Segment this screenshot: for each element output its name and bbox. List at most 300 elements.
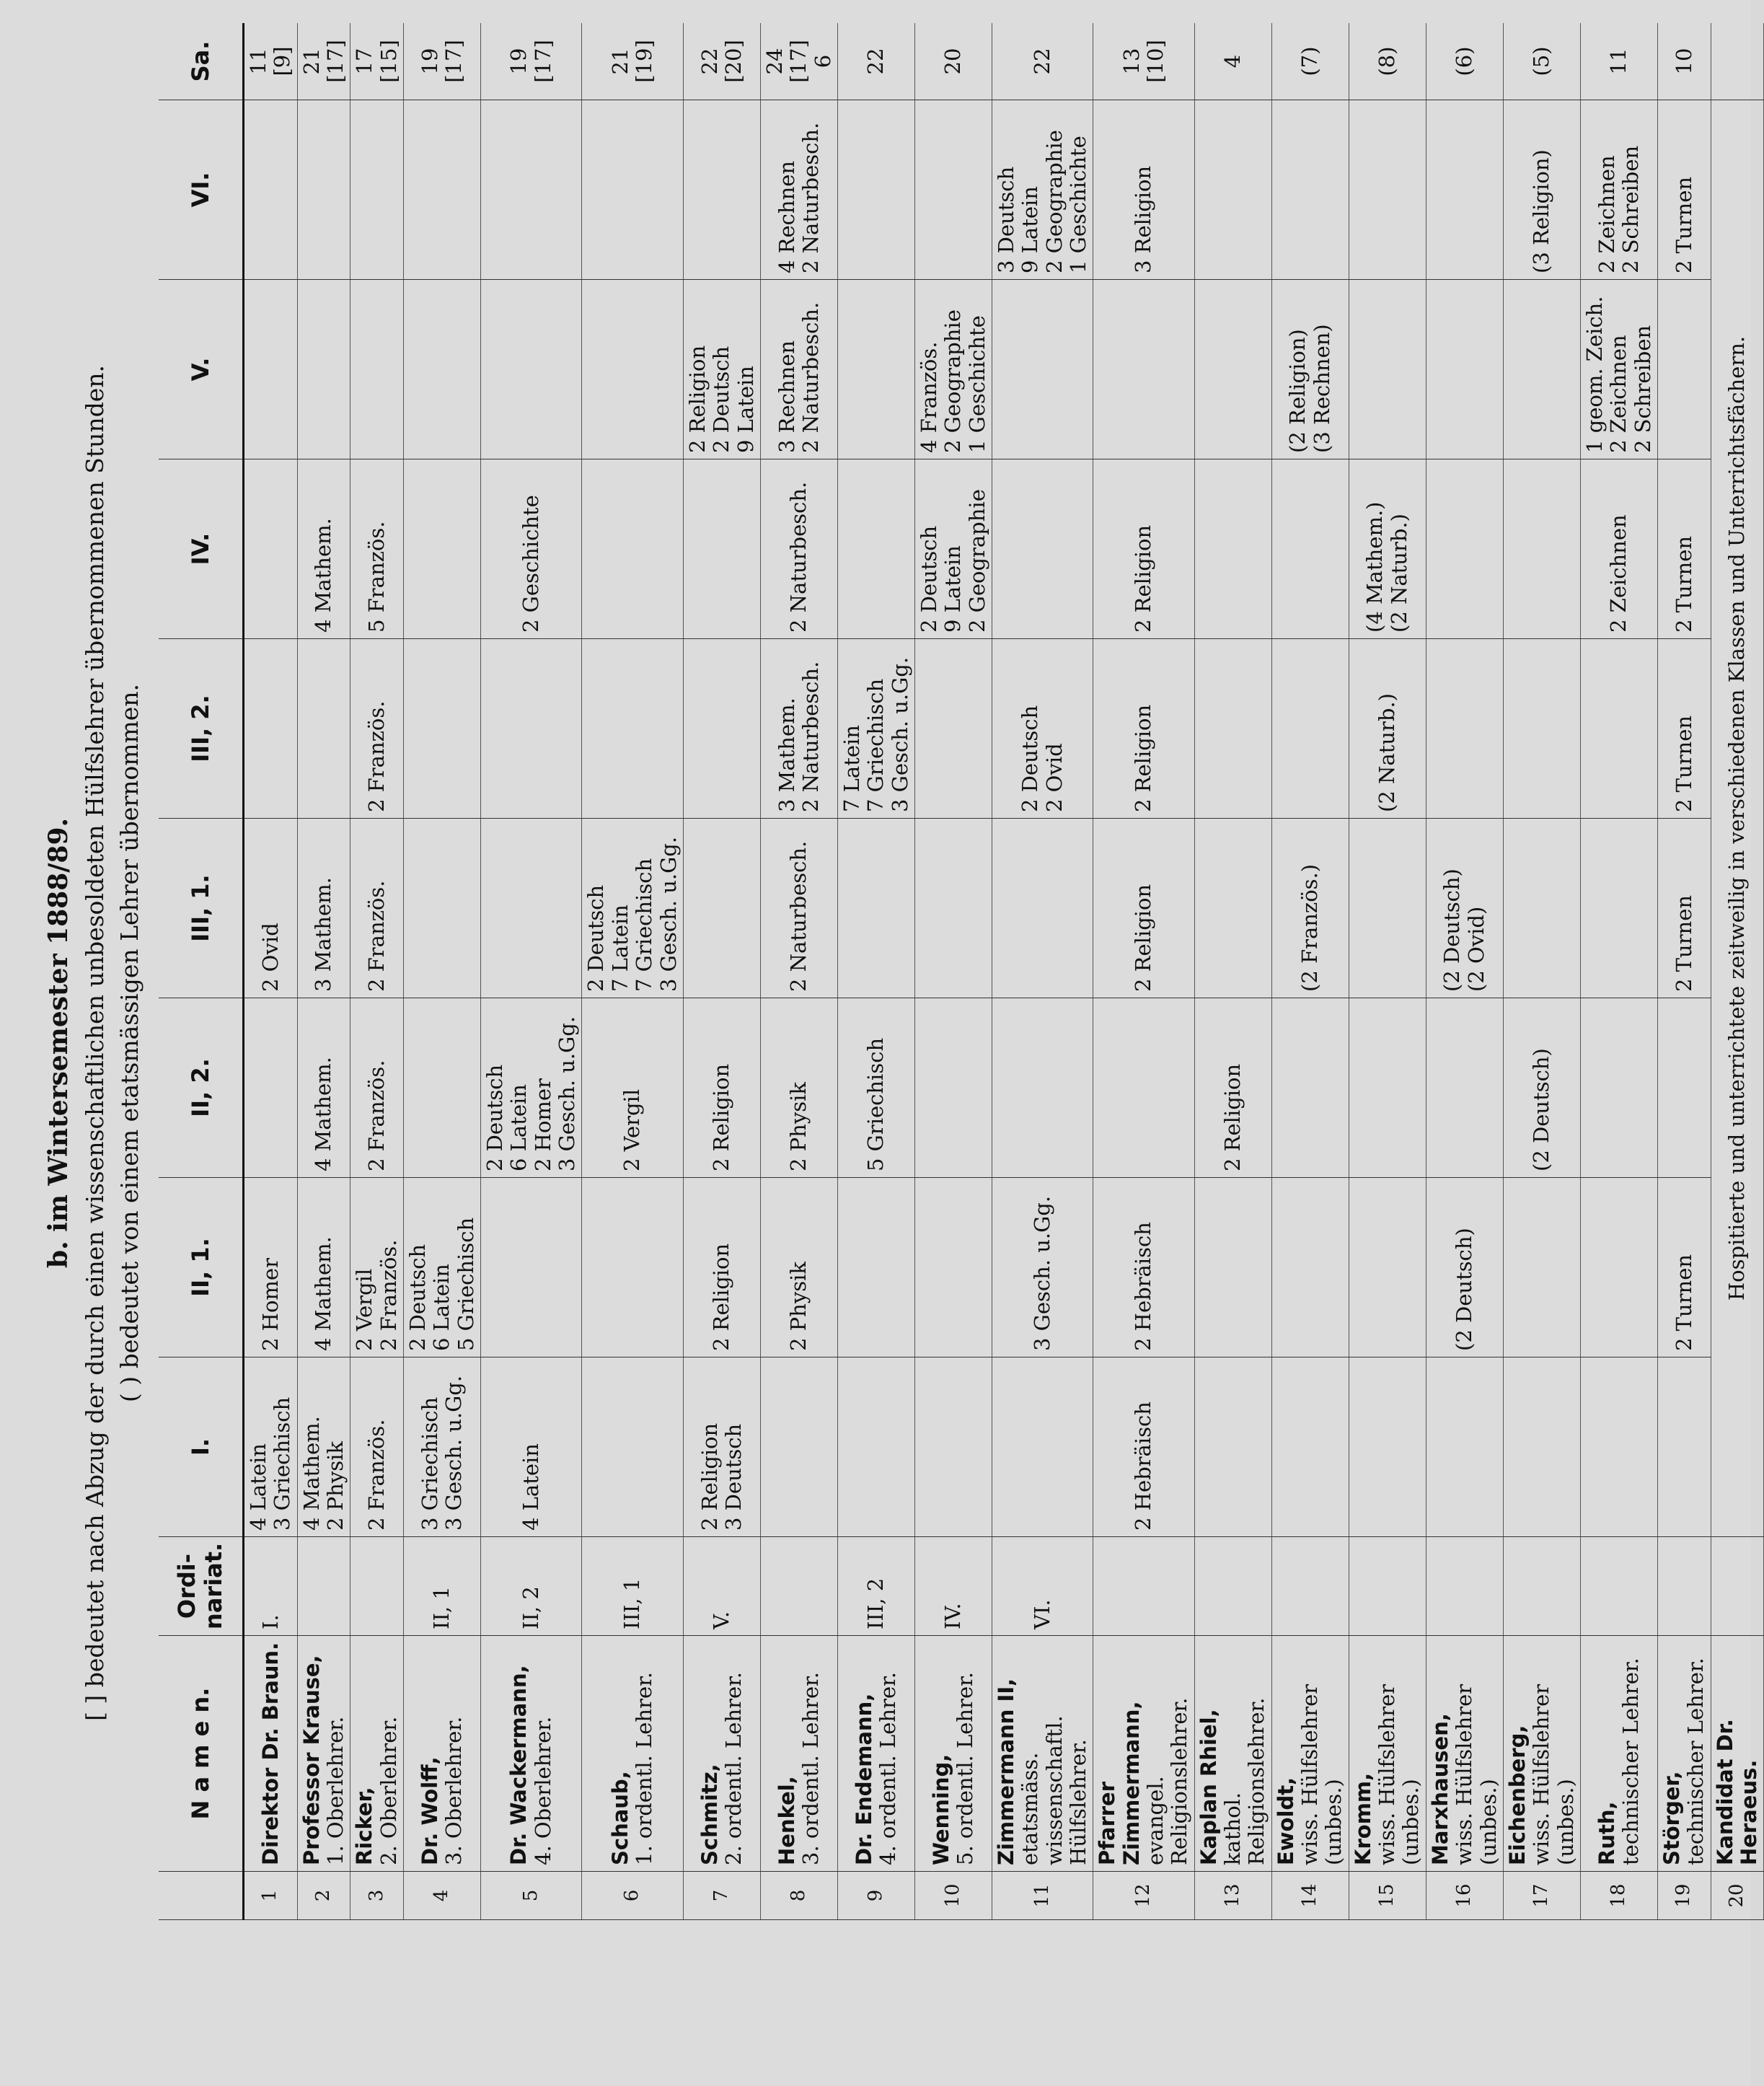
sum-cell — [481, 23, 582, 100]
teacher-name-cell — [837, 1636, 914, 1872]
subject-cell-III2 — [760, 639, 837, 819]
ordinariat-cell — [1093, 1537, 1194, 1636]
subject-cell-IV — [837, 459, 914, 639]
teacher-name-cell — [1657, 1636, 1711, 1872]
teacher-name: Dr. Endemann, — [851, 1693, 876, 1865]
subject-cell-III2 — [1194, 639, 1271, 819]
teacher-name: Marxhausen, — [1427, 1713, 1452, 1865]
sum-value: 21 — [299, 48, 324, 75]
subject-entry: 2 Religion — [684, 345, 710, 453]
sum-value: 13 — [1119, 48, 1144, 75]
sum-cell — [350, 23, 404, 100]
subject-entry: 2 Religion — [1131, 524, 1156, 633]
teacher-name-cell — [404, 1636, 481, 1872]
subject-cell-V — [244, 280, 298, 459]
subject-cell-V — [760, 280, 837, 459]
subject-cell-VI — [481, 100, 582, 280]
teacher-rank: 3. ordentl. Lehrer. — [798, 1672, 823, 1865]
subject-entry: 2 Homer — [257, 1258, 283, 1351]
ordinariat-cell — [297, 1537, 350, 1636]
sum-value: 11 — [246, 48, 270, 75]
subject-cell-IV — [1426, 459, 1503, 639]
teacher-name-cell — [1503, 1636, 1580, 1872]
teacher-name-cell — [683, 1636, 760, 1872]
subject-cell-II1 — [1194, 1178, 1271, 1357]
sum-cell — [1711, 23, 1764, 100]
subject-cell-I — [404, 1357, 481, 1537]
sum-value: 22 — [863, 48, 888, 75]
sum-cell — [760, 23, 837, 100]
ordinariat-cell — [1349, 1537, 1426, 1636]
teacher-rank: wiss. Hülfslehrer (unbes.) — [1452, 1684, 1501, 1865]
teacher-name: Kandidat Dr. Heraeus. — [1712, 1719, 1761, 1865]
subject-cell-II2 — [914, 998, 992, 1178]
teacher-rank: wiss. Hülfslehrer (unbes.) — [1529, 1684, 1578, 1865]
teacher-name-cell — [914, 1636, 992, 1872]
subject-cell-V — [1426, 280, 1503, 459]
ordinariat-cell — [350, 1537, 404, 1636]
sum-value: [19] — [632, 40, 657, 83]
subject-entry: 3 Gesch. u.Gg. — [1029, 1195, 1054, 1351]
teacher-name-cell — [760, 1636, 837, 1872]
subject-cell-II1 — [992, 1178, 1093, 1357]
table-row — [683, 23, 760, 1920]
sum-cell — [582, 23, 683, 100]
subject-cell-I — [1503, 1357, 1580, 1537]
sum-value: 11 — [1606, 48, 1631, 75]
teacher-name-cell — [1711, 1636, 1764, 1872]
subject-entry: 2 Zeichnen — [1606, 514, 1631, 633]
subject-cell-III2 — [244, 639, 298, 819]
note-parentheses: ( ) bedeutet von einem etatsmässigen Lehrer übernommen. — [115, 683, 144, 1403]
subject-entry: 3 Deutsch — [993, 166, 1018, 273]
teacher-schedule-table — [159, 23, 1764, 1920]
subject-cell-IV — [1503, 459, 1580, 639]
row-number: 17 — [1503, 1872, 1580, 1920]
subject-cell-II2 — [992, 998, 1093, 1178]
subject-entry: (2 Französ.) — [1297, 863, 1323, 992]
subject-cell-III1 — [1349, 819, 1426, 998]
subject-cell-III2 — [1271, 639, 1349, 819]
subject-cell-III2 — [1657, 639, 1711, 819]
subject-cell-II2 — [1349, 998, 1426, 1178]
subject-entry: 3 Griechisch — [417, 1396, 442, 1531]
subject-cell-II1 — [582, 1178, 683, 1357]
subject-entry: 2 Deutsch — [583, 884, 609, 992]
subject-cell-III2 — [1580, 639, 1657, 819]
subject-cell-IV — [1580, 459, 1657, 639]
subject-entry: 9 Latein — [1018, 186, 1043, 273]
subject-cell-V — [837, 280, 914, 459]
subject-entry: (3 Rechnen) — [1309, 324, 1334, 453]
subject-cell-III2 — [1093, 639, 1194, 819]
sum-value: (5) — [1529, 46, 1554, 76]
subject-entry: 4 Mathem. — [311, 1236, 336, 1351]
page-title: b. im Wintersemester 1888/89. — [43, 817, 74, 1269]
ordinariat-cell — [1657, 1537, 1711, 1636]
subject-entry: 3 Gesch. u.Gg. — [887, 656, 912, 812]
subject-entry: 3 Mathem. — [774, 697, 799, 812]
subject-cell-IV — [914, 459, 992, 639]
subject-cell-III2 — [837, 639, 914, 819]
col-header-V: V. — [159, 280, 244, 459]
subject-entry: (2 Religion) — [1285, 329, 1310, 453]
subject-cell-VI — [1657, 100, 1711, 280]
subject-cell-II2 — [297, 998, 350, 1178]
row-number: 15 — [1349, 1872, 1426, 1920]
col-header-III1: III, 1. — [159, 819, 244, 998]
subject-cell-V — [1503, 280, 1580, 459]
subject-cell-IV — [350, 459, 404, 639]
subject-cell-V — [582, 280, 683, 459]
sum-value: [17] — [530, 40, 555, 83]
subject-cell-III1 — [481, 819, 582, 998]
teacher-rank: technischer Lehrer. — [1618, 1658, 1643, 1865]
table-row — [1657, 23, 1711, 1920]
teacher-name: Wenning, — [928, 1753, 953, 1865]
subject-entry: 2 Geschichte — [519, 495, 544, 633]
span-note-cell: Hospitierte und unterrichtete zeitweilig in verschiedenen Klassen und Unterrichtsfächern. — [1711, 100, 1764, 1537]
subject-cell-III2 — [1349, 639, 1426, 819]
subject-cell-II1 — [1657, 1178, 1711, 1357]
subject-cell-I — [1093, 1357, 1194, 1537]
subject-cell-V — [1580, 280, 1657, 459]
subject-cell-II2 — [350, 998, 404, 1178]
subject-cell-I — [1580, 1357, 1657, 1537]
subject-entry: 2 Geographie — [964, 489, 989, 633]
teacher-name: Dr. Wolff, — [417, 1756, 442, 1865]
table-row — [350, 23, 404, 1920]
sum-cell — [244, 23, 298, 100]
teacher-rank: 1. Oberlehrer. — [323, 1716, 348, 1865]
subject-entry: 2 Turnen — [1671, 176, 1696, 273]
col-header-ordinariat: Ordi-nariat. — [159, 1537, 244, 1636]
subject-cell-III2 — [1426, 639, 1503, 819]
subject-entry: 2 Physik — [786, 1262, 811, 1351]
subject-cell-II1 — [1093, 1178, 1194, 1357]
teacher-name-cell — [992, 1636, 1093, 1872]
subject-cell-IV — [297, 459, 350, 639]
teacher-rank: 2. Oberlehrer. — [376, 1716, 401, 1865]
subject-cell-VI — [1580, 100, 1657, 280]
subject-cell-III1 — [350, 819, 404, 998]
table-row — [1503, 23, 1580, 1920]
subject-entry: 2 Geographie — [1041, 130, 1067, 273]
subject-cell-II1 — [481, 1178, 582, 1357]
subject-cell-II1 — [244, 1178, 298, 1357]
sum-value: [17] — [441, 40, 467, 83]
subject-cell-II2 — [1194, 998, 1271, 1178]
subject-cell-II1 — [1271, 1178, 1349, 1357]
sum-value: 21 — [607, 48, 632, 75]
subject-cell-II1 — [837, 1178, 914, 1357]
subject-entry: 2 Französ. — [364, 700, 389, 812]
table-row — [914, 23, 992, 1920]
subject-entry: 9 Latein — [733, 366, 758, 453]
subject-entry: 2 Deutsch — [709, 346, 734, 453]
sum-cell — [297, 23, 350, 100]
subject-entry: 2 Französ. — [364, 880, 389, 992]
subject-entry: (2 Deutsch) — [1529, 1048, 1554, 1171]
col-header-names: N a m e n. — [159, 1636, 244, 1872]
ordinariat-cell — [760, 1537, 837, 1636]
subject-cell-V — [481, 280, 582, 459]
subject-cell-I — [1657, 1357, 1711, 1537]
subject-cell-III2 — [1503, 639, 1580, 819]
sum-value: 17 — [352, 48, 377, 75]
subject-cell-VI — [404, 100, 481, 280]
sum-value: (8) — [1375, 46, 1400, 76]
row-number: 5 — [481, 1872, 582, 1920]
subject-cell-IV — [1271, 459, 1349, 639]
subject-cell-VI — [350, 100, 404, 280]
teacher-name-cell — [1271, 1636, 1349, 1872]
sum-cell — [1426, 23, 1503, 100]
subject-cell-III1 — [992, 819, 1093, 998]
subject-cell-III2 — [683, 639, 760, 819]
teacher-name: Kaplan Rhiel, — [1196, 1709, 1221, 1865]
sum-cell — [1503, 23, 1580, 100]
teacher-rank: wiss. Hülfslehrer (unbes.) — [1297, 1684, 1346, 1865]
subject-entry: 4 Mathem. — [299, 1416, 324, 1531]
subject-entry: (2 Deutsch) — [1452, 1228, 1477, 1351]
subject-entry: 4 Mathem. — [311, 518, 336, 633]
subject-entry: 5 Französ. — [364, 521, 389, 633]
subject-entry: 2 Religion — [1131, 884, 1156, 992]
subject-cell-III1 — [837, 819, 914, 998]
subject-cell-II2 — [582, 998, 683, 1178]
subject-entry: 4 Französ. — [916, 341, 941, 453]
subject-entry: 2 Ovid — [257, 923, 283, 992]
subject-entry: 2 Vergil — [352, 1268, 377, 1351]
subject-cell-V — [350, 280, 404, 459]
subject-entry: 6 Latein — [506, 1084, 532, 1171]
subject-cell-II2 — [683, 998, 760, 1178]
teacher-name: Zimmermann II, — [993, 1678, 1018, 1865]
subject-cell-II1 — [1349, 1178, 1426, 1357]
teacher-name-cell — [297, 1636, 350, 1872]
subject-cell-III2 — [582, 639, 683, 819]
subject-entry: 2 Naturbesch. — [798, 661, 823, 812]
subject-cell-III1 — [914, 819, 992, 998]
subject-cell-VI — [1426, 100, 1503, 280]
teacher-rank: 3. Oberlehrer. — [441, 1716, 467, 1865]
subject-entry: 4 Latein — [246, 1443, 270, 1531]
subject-cell-II2 — [1503, 998, 1580, 1178]
subject-cell-IV — [481, 459, 582, 639]
table-row — [837, 23, 914, 1920]
table-row — [1580, 23, 1657, 1920]
subject-cell-VI — [760, 100, 837, 280]
subject-cell-I — [683, 1357, 760, 1537]
subject-cell-V — [1194, 280, 1271, 459]
teacher-name: Störger, — [1659, 1771, 1684, 1865]
sum-cell — [1194, 23, 1271, 100]
subject-cell-II2 — [760, 998, 837, 1178]
ordinariat-cell: I. — [244, 1537, 298, 1636]
subject-cell-III1 — [1271, 819, 1349, 998]
sum-value: [17] — [786, 40, 811, 83]
sum-value: (7) — [1297, 46, 1323, 76]
row-number: 2 — [297, 1872, 350, 1920]
subject-cell-I — [1194, 1357, 1271, 1537]
sum-cell — [837, 23, 914, 100]
subject-cell-VI — [1093, 100, 1194, 280]
subject-cell-I — [837, 1357, 914, 1537]
subject-cell-II2 — [481, 998, 582, 1178]
table-row — [244, 23, 298, 1920]
subject-entry: 6 Latein — [429, 1264, 454, 1351]
subject-entry: 3 Religion — [1131, 165, 1156, 273]
subject-entry: 3 Gesch. u.Gg. — [656, 836, 681, 992]
subject-cell-V — [1657, 280, 1711, 459]
teacher-name-cell — [1426, 1636, 1503, 1872]
subject-entry: 2 Geographie — [940, 309, 966, 453]
subject-cell-I — [297, 1357, 350, 1537]
subject-cell-III2 — [481, 639, 582, 819]
subject-cell-IV — [1349, 459, 1426, 639]
subject-cell-IV — [992, 459, 1093, 639]
subject-cell-IV — [1093, 459, 1194, 639]
teacher-rank: 2. ordentl. Lehrer. — [720, 1672, 746, 1865]
teacher-name: Schmitz, — [697, 1764, 722, 1865]
table-row — [582, 23, 683, 1920]
ordinariat-cell — [1194, 1537, 1271, 1636]
col-header-sa: Sa. — [159, 23, 244, 100]
subject-cell-V — [683, 280, 760, 459]
table-row — [1426, 23, 1503, 1920]
subject-entry: 2 Deutsch — [405, 1244, 431, 1351]
teacher-name: Direktor Dr. Braun. — [257, 1642, 283, 1865]
row-number: 10 — [914, 1872, 992, 1920]
sum-value: 10 — [1671, 48, 1696, 75]
subject-cell-VI — [1194, 100, 1271, 280]
subject-entry: 4 Mathem. — [311, 1057, 336, 1171]
sum-value: 19 — [506, 48, 532, 75]
subject-cell-VI — [1503, 100, 1580, 280]
sum-value: [17] — [323, 40, 348, 83]
note-brackets: [ ] bedeutet nach Abzug der durch einen wissenschaftlichen unbesoldeten Hülfslehrer übernommenen Stunden. — [81, 364, 109, 1722]
subject-entry: (2 Naturb.) — [1375, 693, 1400, 812]
subject-cell-V — [1093, 280, 1194, 459]
subject-entry: 2 Turnen — [1671, 715, 1696, 812]
col-header-II1: II, 1. — [159, 1178, 244, 1357]
subject-entry: 2 Hebräisch — [1131, 1222, 1156, 1351]
subject-entry: 2 Deutsch — [482, 1064, 508, 1171]
col-header-III2: III, 2. — [159, 639, 244, 819]
sum-cell — [914, 23, 992, 100]
subject-cell-II1 — [1426, 1178, 1503, 1357]
subject-cell-IV — [760, 459, 837, 639]
subject-cell-II2 — [1271, 998, 1349, 1178]
subject-entry: 2 Physik — [323, 1441, 348, 1531]
sum-value: 22 — [1029, 48, 1054, 75]
subject-cell-I — [1426, 1357, 1503, 1537]
subject-entry: 2 Turnen — [1671, 1254, 1696, 1351]
subject-cell-III1 — [1426, 819, 1503, 998]
teacher-rank: 4. ordentl. Lehrer. — [875, 1672, 900, 1865]
teacher-rank: 1. ordentl. Lehrer. — [632, 1672, 657, 1865]
subject-entry: 3 Rechnen — [774, 340, 799, 453]
ordinariat-cell: II, 2 — [481, 1537, 582, 1636]
teacher-name-cell — [350, 1636, 404, 1872]
teacher-name-cell — [1349, 1636, 1426, 1872]
subject-entry: 9 Latein — [940, 545, 966, 633]
subject-cell-II1 — [1503, 1178, 1580, 1357]
subject-entry: 2 Naturbesch. — [786, 840, 811, 992]
table-body — [244, 23, 1764, 1920]
subject-entry: 3 Deutsch — [720, 1423, 746, 1531]
subject-cell-II1 — [683, 1178, 760, 1357]
row-number: 20 — [1711, 1872, 1764, 1920]
sum-value: [20] — [720, 40, 746, 83]
teacher-rank: 4. Oberlehrer. — [530, 1716, 555, 1865]
sum-value: 22 — [697, 48, 722, 75]
subject-cell-III2 — [297, 639, 350, 819]
subject-cell-III2 — [914, 639, 992, 819]
teacher-name: Henkel, — [774, 1776, 799, 1865]
ordinariat-cell: IV. — [914, 1537, 992, 1636]
subject-cell-VI — [244, 100, 298, 280]
header-row — [159, 23, 244, 1920]
sum-value: (6) — [1452, 46, 1477, 76]
subject-cell-II1 — [350, 1178, 404, 1357]
subject-cell-V — [297, 280, 350, 459]
subject-cell-II2 — [837, 998, 914, 1178]
subject-cell-I — [1271, 1357, 1349, 1537]
sum-cell — [1349, 23, 1426, 100]
subject-cell-I — [992, 1357, 1093, 1537]
ordinariat-cell — [1426, 1537, 1503, 1636]
sum-value: 24 — [762, 48, 787, 75]
sum-value: 20 — [940, 48, 966, 75]
subject-entry: 7 Griechisch — [632, 858, 657, 992]
subject-entry: 2 Naturbesch. — [798, 302, 823, 453]
row-number: 1 — [244, 1872, 298, 1920]
row-number: 4 — [404, 1872, 481, 1920]
subject-entry: 3 Griechisch — [270, 1396, 295, 1531]
subject-entry: 2 Physik — [786, 1082, 811, 1171]
subject-entry: 2 Ovid — [1041, 743, 1067, 812]
table-row — [1349, 23, 1426, 1920]
sum-cell — [1093, 23, 1194, 100]
subject-entry: 1 Geschichte — [964, 315, 989, 453]
teacher-name: Ricker, — [352, 1787, 377, 1865]
teacher-rank: kathol. Religionslehrer. — [1220, 1697, 1269, 1865]
subject-entry: (4 Mathem.) — [1362, 501, 1388, 633]
subject-cell-V — [1271, 280, 1349, 459]
subject-cell-II2 — [1093, 998, 1194, 1178]
ordinariat-cell — [1580, 1537, 1657, 1636]
subject-cell-I — [481, 1357, 582, 1537]
subject-cell-VI — [582, 100, 683, 280]
subject-cell-IV — [404, 459, 481, 639]
sum-cell — [404, 23, 481, 100]
sum-value: [10] — [1143, 40, 1168, 83]
subject-entry: 2 Zeichnen — [1594, 155, 1619, 273]
ordinariat-cell — [1711, 1537, 1764, 1636]
subject-entry: 2 Religion — [1131, 704, 1156, 812]
subject-entry: 1 Geschichte — [1066, 136, 1090, 273]
subject-cell-III1 — [1093, 819, 1194, 998]
table-row — [992, 23, 1093, 1920]
subject-cell-III1 — [760, 819, 837, 998]
subject-cell-I — [1349, 1357, 1426, 1537]
table-row — [1194, 23, 1271, 1920]
subject-entry: (2 Naturb.) — [1386, 514, 1411, 633]
subject-cell-III1 — [404, 819, 481, 998]
subject-entry: 2 Religion — [709, 1243, 734, 1351]
